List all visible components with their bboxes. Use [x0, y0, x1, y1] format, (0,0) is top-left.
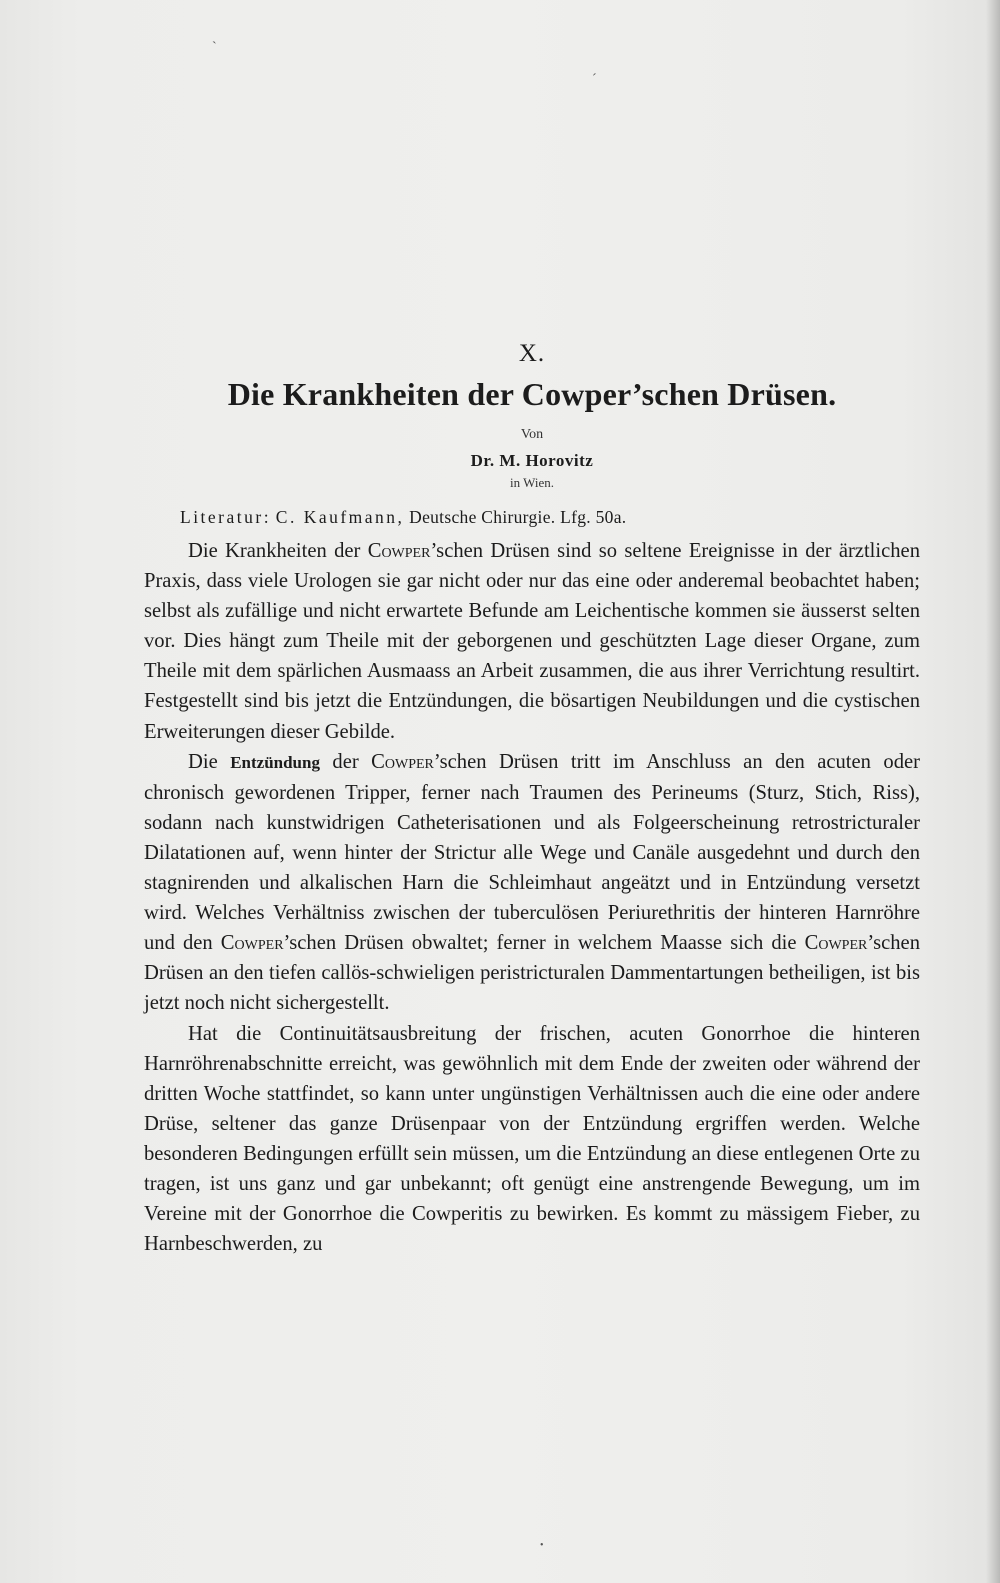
stray-mark: ˊ: [592, 72, 597, 87]
stray-mark: •: [540, 1540, 544, 1551]
paragraph-1: [144, 536, 920, 747]
cowper-name: Cowper: [367, 540, 431, 562]
literature-author: C. Kaufmann,: [275, 507, 405, 527]
literature-reference: [144, 507, 920, 528]
paragraph-text: ’schen Drüsen sind so seltene Ereignisse in der ärztlichen Praxis, dass viele Urologen sie gar nicht oder nur das eine oder anderemal beobachtet haben; selbst als zufällige und nicht erwartete Befunde am Leichentische kommen sie äusserst selten vor. Dies hängt zum Theile mit der geborgenen und geschützten Lage dieser Organe, zum Theile mit dem spärlichen Ausmaass an Arbeit zusammen, die aus ihrer Verrichtung resultirt. Festgestellt sind bis jetzt die Entzündungen, die bösartigen Neubildungen und die cystischen Erweiterungen dieser Gebilde.: [144, 540, 920, 743]
chapter-number: X.: [518, 340, 546, 367]
cowper-name: Cowper: [371, 750, 434, 773]
paragraph-text: Die: [188, 750, 231, 773]
paragraph-text: der: [319, 750, 372, 773]
paragraph-text: Die Krankheiten der: [188, 540, 368, 562]
stray-mark: ˋ: [212, 40, 217, 55]
cowper-name: Cowper: [220, 932, 284, 955]
paragraph-text: ’schen Drüsen an den tiefen callös-schwieligen peristricturalen Dammentartungen betheiligen, ist bis jetzt noch nicht sichergestellt.: [144, 932, 920, 1015]
literature-source: Deutsche Chirurgie. Lfg. 50a.: [409, 507, 627, 527]
cowper-name: Cowper: [804, 932, 868, 955]
author-location: in Wien.: [509, 475, 554, 490]
page-edge-shadow: [986, 0, 1000, 1583]
literature-label: Literatur:: [180, 507, 272, 527]
paragraph-text: ’schen Drüsen obwaltet; ferner in welchem Maasse sich die: [283, 932, 805, 955]
paragraph-text: ’schen Drüsen tritt im Anschluss an den acuten oder chronisch gewordenen Tripper, ferner nach Traumen des Perineums (Sturz, Stich, Riss), sodann nach kunstwidrigen Catheterisationen und als Folgeerscheinung retrostricturaler Dilatationen auf, wenn hinter der Strictur alle Wege und Canäle ausgedehnt und durch den stagnirenden und alkalischen Harn die Schleimhaut angeätzt und in Entzündung versetzt wird. Welches Verhältniss zwischen der tuberculösen Periurethritis der hinteren Harnröhre und den: [144, 750, 921, 955]
chapter-title: Die Krankheiten der Cowper’schen Drüsen.: [227, 376, 837, 412]
paragraph-3: [144, 1019, 920, 1260]
paragraph-text: Hat die Continuitätsausbreitung der frischen, acuten Gonorrhoe die hinteren Harnröhrenabschnitte erreicht, was gewöhnlich mit dem Ende der zweiten oder während der dritten Woche stattfindet, so kann unter ungünstigen Verhältnissen auch die eine oder andere Drüse, seltener das ganze Drüsenpaar von der Entzündung ergriffen werden. Welche besonderen Bedingungen erfüllt sein müssen, um die Entzündung an diese entlegenen Orte zu tragen, ist uns ganz und gar unbekannt; oft genügt eine anstrengende Bewegung, um im Vereine mit der Gonorrhoe die Cowperitis zu bewirken. Es kommt zu mässigem Fieber, zu Harnbeschwerden, zu: [144, 1022, 920, 1256]
emphasized-term: Entzündung: [230, 752, 320, 772]
chapter-content: [144, 340, 920, 1259]
by-line: Von: [520, 427, 544, 442]
author-name: Dr. M. Horovitz: [470, 451, 594, 470]
paragraph-2: [144, 747, 920, 1019]
